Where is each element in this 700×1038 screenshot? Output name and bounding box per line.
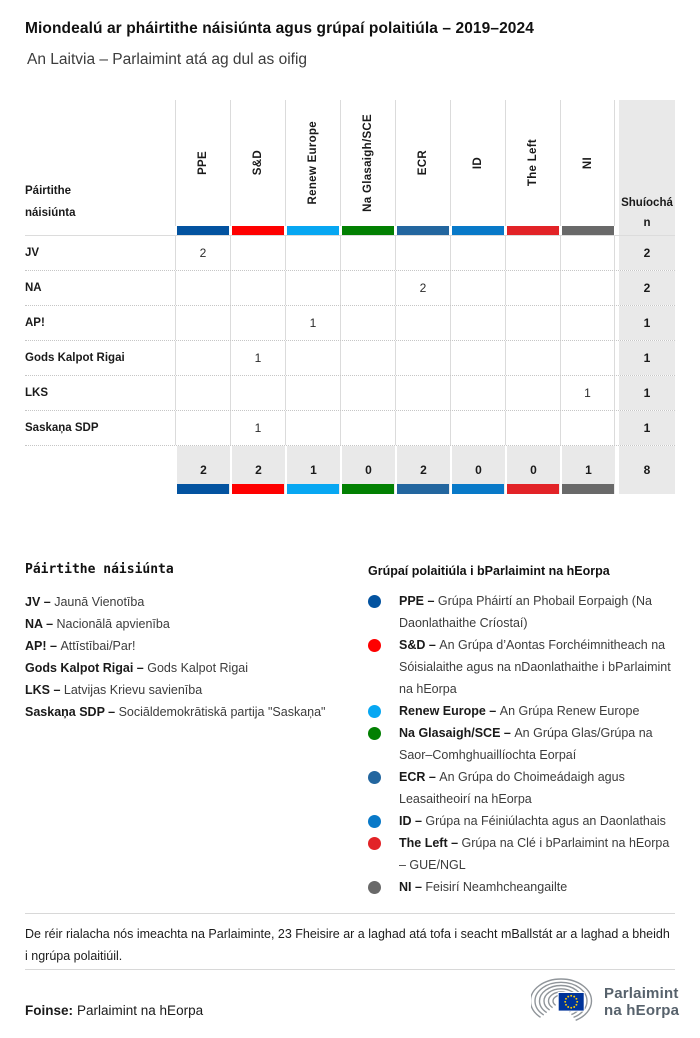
color-bar-fill (562, 226, 614, 235)
page-subtitle: An Laitvia – Parlaimint atá ag dul as oifig (27, 51, 308, 68)
seat-cell-s-d: 1 (230, 411, 285, 445)
group-legend-item (368, 810, 678, 832)
party-legend-item (25, 613, 355, 635)
group-abbr: S&D – (399, 638, 440, 652)
seat-cell-ppe (175, 271, 230, 305)
column-total-renew-europe: 1 (285, 446, 340, 494)
seat-cell-renew-europe (285, 341, 340, 375)
seat-cell-id (450, 306, 505, 340)
party-abbr: LKS – (25, 683, 64, 697)
seat-cell-na-glasaigh-sce (340, 271, 395, 305)
group-legend-text (399, 876, 675, 898)
national-parties-legend (25, 562, 355, 723)
seat-cell-renew-europe (285, 411, 340, 445)
group-full-name: Grúpa na Clé i bParlaimint na hEorpa – GUE/NGL (399, 836, 670, 872)
column-header-s-d (230, 100, 285, 226)
group-color-dot (368, 837, 381, 850)
column-total-na-glasaigh-sce: 0 (340, 446, 395, 494)
seat-cell-na-glasaigh-sce (340, 306, 395, 340)
seat-cell-id (450, 271, 505, 305)
party-abbr: Gods Kalpot Rigai – (25, 661, 148, 675)
divider-line (25, 969, 675, 970)
seat-cell-na-glasaigh-sce (340, 376, 395, 410)
row-header-label: Páirtithe náisiúnta (25, 185, 76, 219)
party-name: NA (25, 282, 42, 294)
group-legend-text (399, 700, 675, 722)
party-name: Saskaņa SDP (25, 422, 99, 434)
table-row (25, 236, 675, 271)
seats-column-fill (619, 484, 675, 494)
group-full-name: An Grúpa Renew Europe (499, 704, 640, 718)
color-bar-ppe (175, 226, 230, 235)
color-bar-fill (562, 484, 614, 494)
seat-cell-ni: 1 (560, 376, 615, 410)
color-bar-ecr (395, 226, 450, 235)
seat-cell-ppe (175, 376, 230, 410)
seat-cell-renew-europe (285, 271, 340, 305)
party-legend-item (25, 657, 355, 679)
party-full-name: Nacionālā apvienība (56, 617, 170, 631)
group-legend-item (368, 634, 678, 700)
group-abbr: ID – (399, 814, 426, 828)
seat-cell-renew-europe: 1 (285, 306, 340, 340)
party-abbr: JV – (25, 595, 55, 609)
party-legend-item (25, 591, 355, 613)
color-bar-id (450, 484, 505, 494)
group-full-name: Grúpa na Féiniúlachta agus an Daonlathais (425, 814, 666, 828)
party-full-name: Gods Kalpot Rigai (147, 661, 249, 675)
seat-cell-na-glasaigh-sce (340, 236, 395, 270)
group-abbr: The Left – (399, 836, 462, 850)
group-color-bar-row-bottom (25, 484, 675, 494)
row-label-spacer (25, 484, 175, 494)
party-name: AP! (25, 317, 45, 329)
group-legend-text (399, 832, 675, 876)
group-legend-text (399, 590, 675, 634)
group-full-name: Grúpa Pháirtí an Phobail Eorpaigh (Na Daonlathaithe Críostaí) (399, 594, 652, 630)
seat-cell-na-glasaigh-sce (340, 411, 395, 445)
seat-cell-id (450, 236, 505, 270)
group-legend-text (399, 810, 675, 832)
table-row (25, 411, 675, 446)
table-header-row (25, 100, 675, 229)
seat-cell-the-left (505, 236, 560, 270)
column-header-ppe (175, 100, 230, 226)
color-bar-s-d (230, 484, 285, 494)
group-color-dot (368, 771, 381, 784)
seat-cell-ni (560, 236, 615, 270)
seat-cell-ppe (175, 306, 230, 340)
seat-cell-s-d (230, 376, 285, 410)
table-row (25, 306, 675, 341)
seat-cell-ecr (395, 411, 450, 445)
color-bar-ecr (395, 484, 450, 494)
seat-cell-ni (560, 271, 615, 305)
color-bar-fill (397, 226, 449, 235)
seat-cell-na-glasaigh-sce (340, 341, 395, 375)
seat-cell-ecr (395, 341, 450, 375)
column-header-label: ECR (417, 150, 429, 176)
seat-cell-id (450, 411, 505, 445)
color-bar-ni (560, 484, 615, 494)
group-abbr: Na Glasaigh/SCE – (399, 726, 515, 740)
footnote-text: De réir rialacha nós imeachta na Parlaiminte, 23 Fheisire ar a laghad atá tofa i seacht mBallstát ar a laghad a bheidh i ngrúpa polaitiúil. (25, 927, 670, 963)
divider-line (25, 913, 675, 914)
color-bar-renew-europe (285, 226, 340, 235)
row-total: 1 (619, 306, 675, 340)
party-abbr: Saskaņa SDP – (25, 705, 119, 719)
group-color-dot (368, 881, 381, 894)
seat-cell-ni (560, 306, 615, 340)
group-legend-text (399, 634, 675, 700)
ep-hemicycle-icon (531, 977, 595, 1027)
column-total-s-d: 2 (230, 446, 285, 494)
color-bar-fill (507, 484, 559, 494)
group-legend-item (368, 590, 678, 634)
group-full-name: An Grúpa d’Aontas Forchéimnitheach na Sóisialaithe agus na nDaonlathaithe i bParlaimint na hEorpa (399, 638, 671, 696)
seat-cell-ecr (395, 236, 450, 270)
group-abbr: NI – (399, 880, 426, 894)
party-full-name: Sociāldemokrātiskā partija "Saskaņa" (118, 705, 326, 719)
row-total: 1 (619, 411, 675, 445)
source-value: Parlaimint na hEorpa (77, 1003, 204, 1018)
seat-cell-the-left (505, 341, 560, 375)
source-line (25, 1003, 203, 1018)
party-full-name: Jaunā Vienotība (54, 595, 145, 609)
color-bar-fill (452, 226, 504, 235)
seat-cell-the-left (505, 271, 560, 305)
column-header-renew-europe (285, 100, 340, 226)
group-legend-item (368, 700, 678, 722)
row-total: 1 (619, 341, 675, 375)
row-total: 2 (619, 236, 675, 270)
party-name: Gods Kalpot Rigai (25, 352, 125, 364)
seat-cell-the-left (505, 411, 560, 445)
column-total-ni: 1 (560, 446, 615, 494)
group-full-name: Feisirí Neamhcheangailte (425, 880, 568, 894)
seat-cell-ecr: 2 (395, 271, 450, 305)
party-abbr: AP! – (25, 639, 61, 653)
column-header-label: NI (581, 156, 594, 170)
seat-cell-ecr (395, 306, 450, 340)
eu-flag-icon (558, 992, 585, 1012)
column-header-label: S&D (252, 150, 264, 176)
column-header-id (450, 100, 505, 226)
color-bar-fill (232, 484, 284, 494)
group-color-dot (368, 727, 381, 740)
color-bar-na-glasaigh-sce (340, 226, 395, 235)
party-full-name: Attīstībai/Par! (60, 639, 136, 653)
seats-header-label: Shuíochán (621, 197, 673, 229)
party-legend-item (25, 679, 355, 701)
party-legend-item (25, 701, 355, 723)
column-header-label: Na Glasaigh/SCE (362, 114, 374, 212)
seat-cell-ppe: 2 (175, 236, 230, 270)
group-abbr: PPE – (399, 594, 438, 608)
table-totals-row (25, 446, 675, 484)
group-abbr: ECR – (399, 770, 440, 784)
seat-cell-the-left (505, 306, 560, 340)
row-total: 2 (619, 271, 675, 305)
column-header-ni (560, 100, 615, 226)
groups-legend-title: Grúpaí polaitiúla i bParlaimint na hEorpa (368, 564, 610, 578)
party-name: JV (25, 247, 40, 259)
european-parliament-logo (531, 977, 679, 1027)
color-bar-fill (507, 226, 559, 235)
group-legend-text (399, 722, 675, 766)
seat-cell-s-d: 1 (230, 341, 285, 375)
group-color-dot (368, 639, 381, 652)
color-bar-na-glasaigh-sce (340, 484, 395, 494)
seat-cell-ppe (175, 411, 230, 445)
seat-cell-the-left (505, 376, 560, 410)
row-total: 1 (619, 376, 675, 410)
group-full-name: An Grúpa do Choimeádaigh agus Leasaitheoirí na hEorpa (399, 770, 625, 806)
color-bar-renew-europe (285, 484, 340, 494)
table-corner-header (25, 100, 175, 226)
column-header-the-left (505, 100, 560, 226)
page-title: Miondealú ar pháirtithe náisiúnta agus grúpaí polaitiúla – 2019–2024 (25, 20, 534, 37)
row-label-spacer (25, 226, 175, 235)
column-total-id: 0 (450, 446, 505, 494)
column-header-na-glasaigh-sce (340, 100, 395, 226)
seat-cell-ecr (395, 376, 450, 410)
group-legend-item (368, 722, 678, 766)
seats-table (25, 100, 675, 494)
group-color-dot (368, 815, 381, 828)
seat-cell-ppe (175, 341, 230, 375)
color-bar-fill (342, 484, 394, 494)
table-row (25, 341, 675, 376)
group-legend-text (399, 766, 675, 810)
seat-cell-renew-europe (285, 236, 340, 270)
color-bar-the-left (505, 484, 560, 494)
color-bar-fill (177, 226, 229, 235)
grand-total: 8 (619, 446, 675, 494)
seat-cell-ni (560, 411, 615, 445)
column-header-label: Renew Europe (307, 121, 319, 205)
group-legend-item (368, 766, 678, 810)
color-bar-fill (287, 484, 339, 494)
seat-cell-s-d (230, 271, 285, 305)
color-bar-ppe (175, 484, 230, 494)
group-legend-item (368, 832, 678, 876)
color-bar-fill (232, 226, 284, 235)
group-legend-item (368, 876, 678, 898)
group-abbr: Renew Europe – (399, 704, 500, 718)
column-header-ecr (395, 100, 450, 226)
source-label: Foinse: (25, 1003, 74, 1018)
seat-cell-ni (560, 341, 615, 375)
seat-cell-id (450, 341, 505, 375)
group-color-bar-row (25, 226, 675, 236)
column-total-ppe: 2 (175, 446, 230, 494)
political-groups-legend (368, 564, 678, 898)
color-bar-fill (287, 226, 339, 235)
color-bar-fill (177, 484, 229, 494)
seat-cell-s-d (230, 236, 285, 270)
column-total-the-left: 0 (505, 446, 560, 494)
party-full-name: Latvijas Krievu savienība (63, 683, 203, 697)
party-abbr: NA – (25, 617, 57, 631)
group-full-name: An Grúpa Glas/Grúpa na Saor–Comhghuaillíochta Eorpaí (399, 726, 653, 762)
logo-wordmark: Parlaimint na hEorpa (604, 984, 680, 1019)
party-name: LKS (25, 387, 48, 399)
column-header-seats (619, 100, 675, 229)
seat-cell-renew-europe (285, 376, 340, 410)
seat-cell-s-d (230, 306, 285, 340)
table-row (25, 376, 675, 411)
color-bar-fill (342, 226, 394, 235)
column-header-label: PPE (197, 151, 209, 175)
parties-legend-title: Páirtithe náisiúnta (25, 562, 174, 577)
color-bar-fill (397, 484, 449, 494)
table-row (25, 271, 675, 306)
color-bar-id (450, 226, 505, 235)
group-color-dot (368, 595, 381, 608)
color-bar-fill (452, 484, 504, 494)
group-color-dot (368, 705, 381, 718)
color-bar-ni (560, 226, 615, 235)
color-bar-the-left (505, 226, 560, 235)
column-total-ecr: 2 (395, 446, 450, 494)
column-header-label: The Left (527, 139, 539, 187)
party-legend-item (25, 635, 355, 657)
table-body (25, 236, 675, 446)
column-header-label: ID (472, 156, 484, 170)
color-bar-s-d (230, 226, 285, 235)
seat-cell-id (450, 376, 505, 410)
